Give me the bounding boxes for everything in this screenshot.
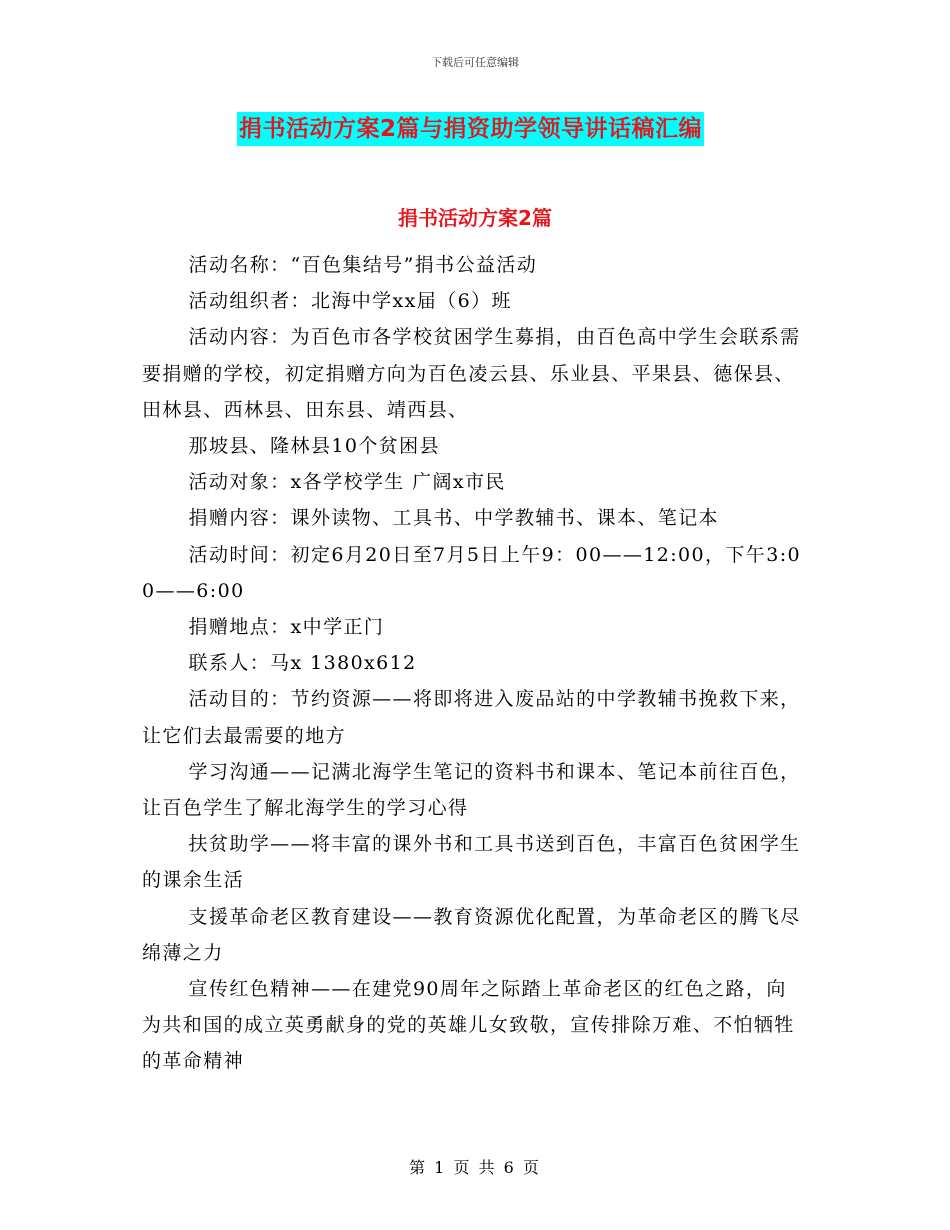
paragraph-donation-items: 捐赠内容：课外读物、工具书、中学教辅书、课本、笔记本 — [188, 507, 719, 530]
document-title: 捐书活动方案2篇与捐资助学领导讲话稿汇编 — [237, 112, 704, 146]
paragraph-content: 活动内容：为百色市各学校贫困学生募捐，由百色高中学生会联系需要捐赠的学校，初定捐赠方向为百色凌云县、乐业县、平果县、德保县、田林县、西林县、田东县、靖西县、 — [142, 326, 801, 421]
paragraph-target: 活动对象：x各学校学生 广阔x市民 — [188, 471, 506, 494]
paragraph-organizer: 活动组织者：北海中学xx届（6）班 — [188, 290, 512, 313]
paragraph-learning-exchange: 学习沟通——记满北海学生笔记的资料书和课本、笔记本前往百色，让百色学生了解北海学生的学习心得 — [142, 760, 801, 820]
page-header-note: 下载后可任意编辑 — [431, 56, 519, 69]
paragraph-red-spirit: 宣传红色精神——在建党90周年之际踏上革命老区的红色之路，向为共和国的成立英勇献身的党的英雄儿女致敬，宣传排除万难、不怕牺牲的革命精神 — [142, 978, 795, 1073]
paragraph-contact: 联系人：马x 1380x612 — [188, 652, 417, 675]
paragraph-education-support: 支援革命老区教育建设——教育资源优化配置，为革命老区的腾飞尽绵薄之力 — [142, 905, 801, 964]
paragraph-location: 捐赠地点：x中学正门 — [188, 616, 385, 639]
paragraph-counties: 那坡县、隆林县10个贫困县 — [188, 435, 440, 458]
document-body — [142, 247, 806, 1080]
paragraph-purpose: 活动目的：节约资源——将即将进入废品站的中学教辅书挽救下来，让它们去最需要的地方 — [142, 688, 801, 747]
paragraph-activity-name: 活动名称：“百色集结号”捐书公益活动 — [188, 254, 538, 276]
paragraph-time: 活动时间：初定6月20日至7月5日上午9：00——12:00，下午3:00——6:00 — [142, 543, 801, 602]
page-number: 第 1 页 共 6 页 — [409, 1158, 541, 1177]
section-title: 捐书活动方案2篇 — [398, 206, 552, 230]
paragraph-poverty-aid: 扶贫助学——将丰富的课外书和工具书送到百色，丰富百色贫困学生的课余生活 — [142, 833, 801, 892]
